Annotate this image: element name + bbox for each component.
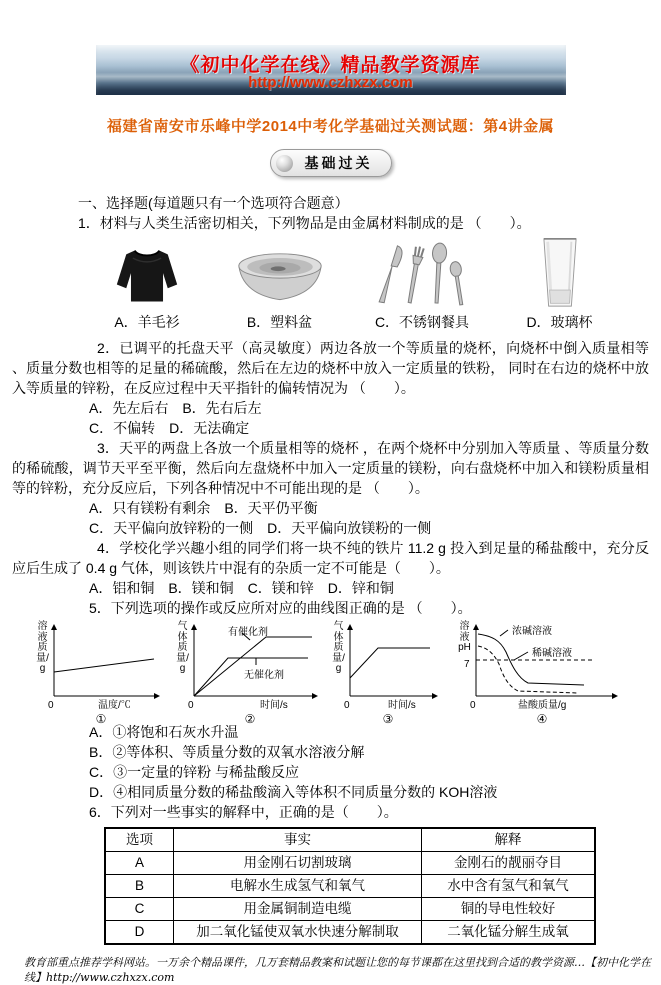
sphere-icon (276, 155, 293, 172)
chart-x-label: 盐酸质量/g (518, 700, 567, 711)
chart-y-label: 气体质量/g (332, 621, 345, 674)
chart-origin: 0 (344, 700, 350, 711)
q1-option-b (212, 239, 347, 332)
glass-image (539, 239, 581, 309)
chart-number: ① (95, 712, 107, 726)
q5-text: 5．下列选项的操作或反应所对应的曲线图正确的是 （ ）。 (89, 600, 472, 616)
q1-option-label: D．玻璃杯 (526, 314, 593, 330)
chart-4 (458, 621, 626, 726)
q2-text: 2．已调平的托盘天平（高灵敏度）两边各放一个等质量的烧杯，向烧杯中倒入质量相等 、质量分数也相等的足量的稀硫酸，然后在左边的烧杯中放入一定质量的铁粉， 同时在右边的烧杯中放入等质量的锌粉，在反应过程中天平指针的偏转情况为 （ ）。 (12, 340, 649, 396)
q1-options-row (82, 239, 649, 332)
table-cell: 用金刚石切割玻璃 (174, 852, 422, 875)
q1-option-c (347, 239, 497, 332)
q6-text: 6．下列对一些事实的解释中，正确的是（ ）。 (89, 804, 398, 820)
table-row (105, 898, 595, 921)
chart-1-plot (50, 622, 162, 702)
cutlery-image (372, 239, 472, 309)
q1-option-d (497, 239, 622, 332)
chart-number: ② (244, 712, 256, 726)
q1-option-label: B．塑料盆 (246, 314, 313, 330)
cutlery-icon (372, 241, 472, 309)
chart-3-plot (346, 622, 440, 702)
doc-title: 福建省南安市乐峰中学2014中考化学基础过关测试题：第4讲金属 (106, 118, 555, 135)
q5-option-b: B．②等体积、等质量分数的双氧水溶液分解 (89, 744, 365, 760)
q2-options-2: C．不偏转 D．无法确定 (89, 420, 250, 436)
q4-options: A．铝和铜 B．镁和铜 C．镁和锌 D．锌和铜 (89, 580, 394, 596)
glass-icon (539, 237, 581, 309)
sweater-icon (114, 243, 180, 309)
chart-2 (176, 621, 324, 726)
table-cell: 电解水生成氢气和氧气 (174, 875, 422, 898)
chart-3 (332, 621, 444, 726)
q5-option-a: A．①将饱和石灰水升温 (89, 724, 239, 740)
table-row (105, 921, 595, 945)
chart-origin: 0 (470, 700, 476, 711)
table-cell: B (105, 875, 174, 898)
q4-text: 4．学校化学兴趣小组的同学们将一块不纯的铁片 11.2 g 投入到足量的稀盐酸中，充分反应后生成了 0.4 g 气体，则该铁片中混有的杂质一定不可能是（ ）。 (12, 540, 649, 576)
sweater-image (114, 239, 180, 309)
table-cell: 用金属铜制造电缆 (174, 898, 422, 921)
exam-page (0, 45, 661, 984)
q6-table (104, 827, 596, 945)
table-header-row (105, 828, 595, 852)
table-cell: D (105, 921, 174, 945)
chart-origin: 0 (48, 700, 54, 711)
header-banner (96, 45, 566, 95)
basics-badge (270, 149, 392, 177)
curve-label-with-catalyst: 有催化剂 (228, 627, 268, 638)
q3-options-2: C．天平偏向放锌粉的一侧 D．天平偏向放镁粉的一侧 (89, 520, 432, 536)
q1-option-label: A．羊毛衫 (114, 314, 180, 330)
table-header-cell: 解释 (422, 828, 596, 852)
chart-origin: 0 (188, 700, 194, 711)
table-header-cell: 选项 (105, 828, 174, 852)
table-row (105, 852, 595, 875)
table-cell: 加二氧化锰使双氧水快速分解制取 (174, 921, 422, 945)
q3-options-1: A．只有镁粉有剩余 B．天平仍平衡 (89, 500, 318, 516)
chart-number: ④ (536, 712, 548, 726)
table-row (105, 875, 595, 898)
footer-note: 教育部重点推荐学科网站。一万余个精品课件，几万套精品教案和试题让您的每节课都在这里找到合适的教学资源…【初中化学在线】http://www.czhxzx.com (24, 956, 651, 984)
chart-x-label: 时间/s (388, 700, 416, 711)
table-cell: 水中含有氢气和氧气 (422, 875, 596, 898)
q3-text: 3．天平的两盘上各放一个质量相等的烧杯 ，在两个烧杯中分别加入等质量 、等质量分数的稀硫酸，调节天平至平衡，然后向左盘烧杯中加入一定质量的镁粉，向右盘烧杯中加入和镁粉质量相等的锌粉，充分反应后，下列各种情况中不可能出现的是 （ ）。 (12, 440, 649, 496)
curve-label-dilute-alkali: 稀碱溶液 (532, 648, 572, 659)
chart-y-label: 气体质量/g (176, 621, 189, 674)
chart-ph7-label: 7 (464, 659, 470, 670)
curve-label-concentrated-alkali: 浓碱溶液 (512, 626, 552, 637)
q1-text: 1．材料与人类生活密切相关，下列物品是由金属材料制成的是 （ ）。 (78, 215, 531, 231)
chart-1 (36, 621, 166, 726)
table-cell: 铜的导电性较好 (422, 898, 596, 921)
q1-option-label: C．不锈钢餐具 (374, 314, 470, 330)
basin-icon (233, 251, 327, 309)
table-cell: 二氧化锰分解生成氧 (422, 921, 596, 945)
basin-image (233, 239, 327, 309)
table-header-cell: 事实 (174, 828, 422, 852)
banner-title: 《初中化学在线》精品教学资源库 (180, 54, 481, 76)
table-cell: C (105, 898, 174, 921)
q5-option-c: C．③一定量的锌粉 与稀盐酸反应 (89, 764, 299, 780)
chart-y-label: 溶液pH (458, 621, 471, 653)
q5-option-d: D．④相同质量分数的稀盐酸滴入等体积不同质量分数的 KOH溶液 (89, 784, 498, 800)
table-cell: 金刚石的靓丽夺目 (422, 852, 596, 875)
chart-y-label: 溶液质量/g (36, 621, 49, 674)
table-cell: A (105, 852, 174, 875)
chart-x-label: 温度/℃ (98, 700, 131, 711)
badge-label: 基础过关 (304, 156, 373, 172)
q1-option-a (82, 239, 212, 332)
banner-url: http://www.czhxzx.com (248, 74, 413, 91)
q2-options-1: A．先左后右 B．先右后左 (89, 400, 262, 416)
section-heading: 一、选择题(每道题只有一个选项符合题意） (78, 195, 349, 211)
chart-x-label: 时间/s (260, 700, 288, 711)
curve-label-without-catalyst: 无催化剂 (244, 670, 284, 681)
q5-charts-row (36, 621, 649, 726)
chart-number: ③ (382, 712, 394, 726)
exam-body (0, 193, 661, 985)
